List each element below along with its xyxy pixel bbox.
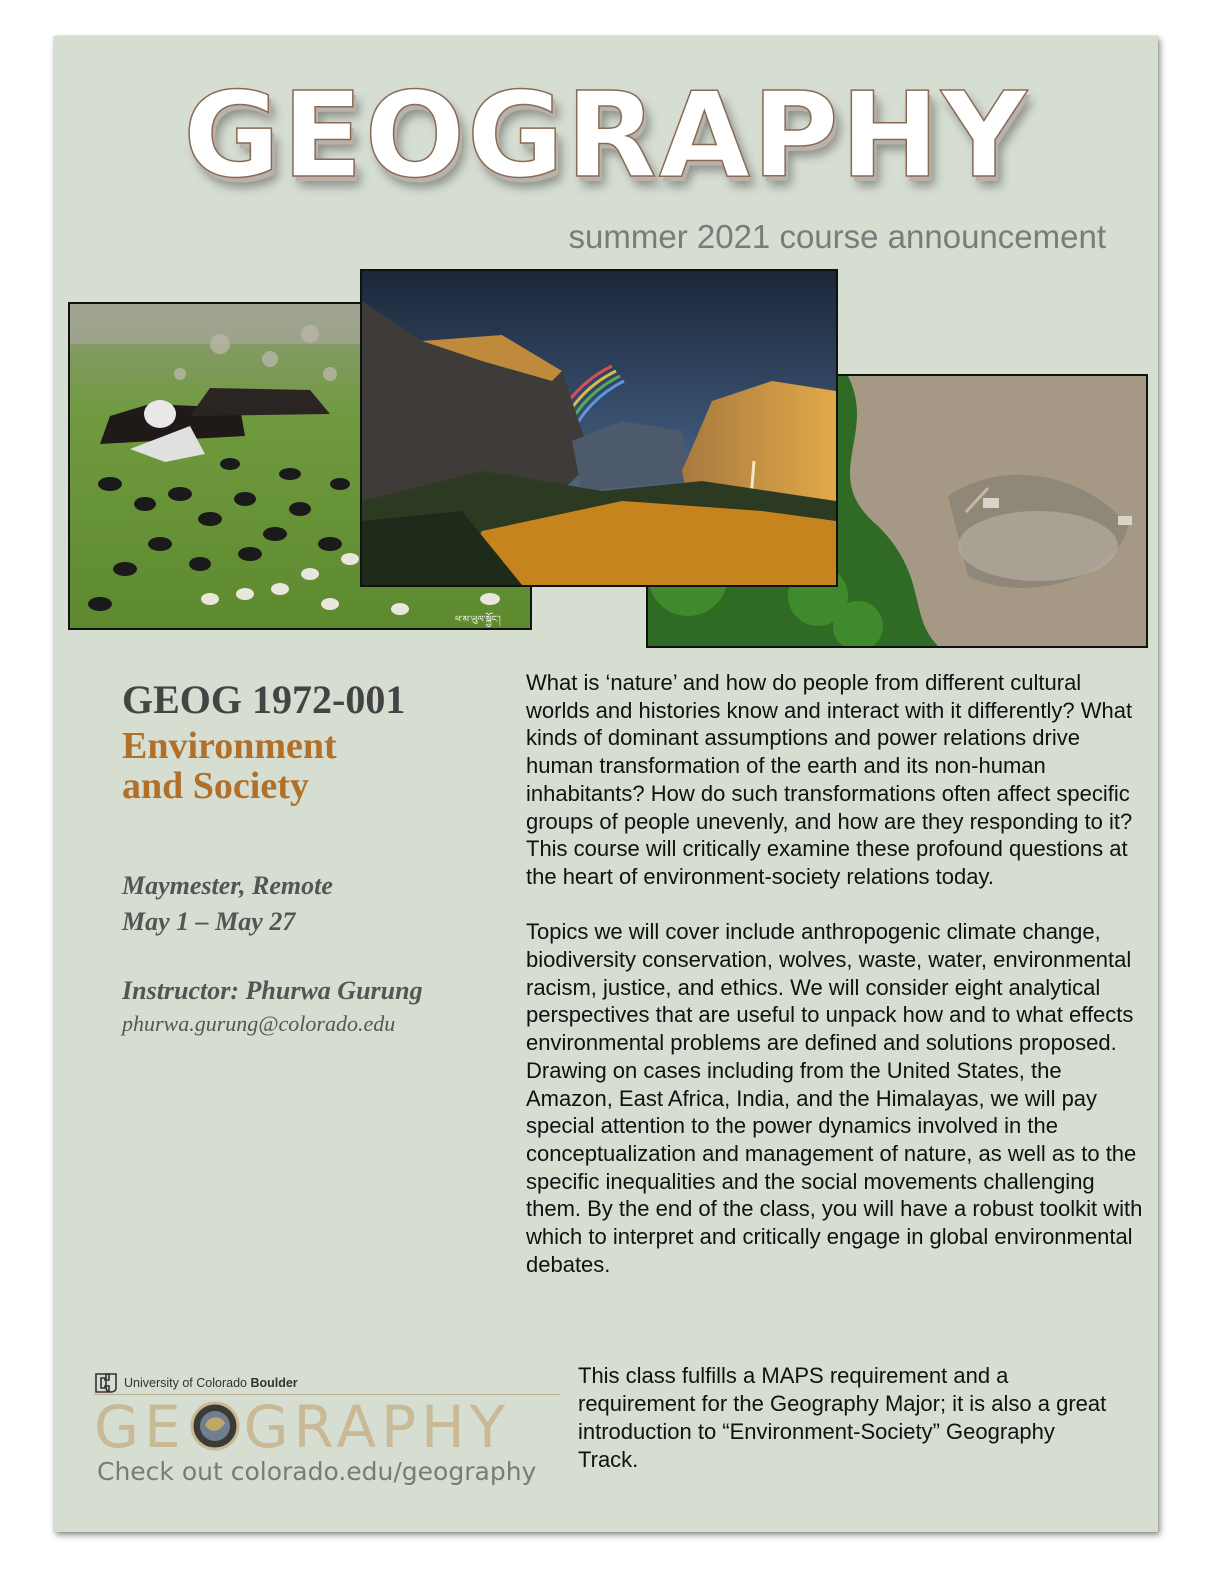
poster-subtitle: summer 2021 course announcement (568, 218, 1106, 255)
globe-icon (190, 1401, 240, 1451)
poster-title: GEOGRAPHY (183, 66, 1029, 204)
requirements-note: This class fulfills a MAPS requirement and a requirement for the Geography Major; it is also a great introduction to “Environment-Society” Geography Track. (578, 1363, 1107, 1472)
course-term (122, 868, 333, 940)
instructor-name: Instructor: Phurwa Gurung (122, 976, 423, 1005)
course-description (526, 669, 1146, 1306)
department-website-link[interactable]: Check out colorado.edu/geography (97, 1457, 537, 1486)
yosemite-valley-rainbow-photo (360, 269, 838, 587)
instructor-email[interactable]: phurwa.gurung@colorado.edu (122, 1011, 396, 1036)
university-name: University of Colorado Boulder (124, 1376, 298, 1390)
course-title-line2: and Society (122, 765, 309, 807)
term-mode: Maymester, Remote (122, 871, 333, 900)
flyer-page (54, 36, 1158, 1532)
description-paragraph-1: What is ‘nature’ and how do people from different cultural worlds and histories know and interact with it differently? What kinds of dominant assumptions and power relations drive human transformation of the earth and its non-human inhabitants? How do such transformations often affect specific groups of people unevenly, and how are they responding to it? This course will critically examine these profound questions at the heart of environment-society relations today. (526, 670, 1133, 889)
course-title-line1: Environment (122, 725, 337, 767)
term-dates: May 1 – May 27 (122, 907, 296, 936)
photo-caption: ཕ་མ་ཡུལ་སྐྱོང་། (455, 615, 501, 625)
course-code: GEOG 1972-001 (122, 677, 406, 722)
course-title (122, 726, 482, 806)
department-logo[interactable] (94, 1372, 564, 1492)
logo-wordmark: GE GRAPHY (94, 1393, 511, 1461)
cu-logo-icon (94, 1372, 118, 1394)
description-paragraph-2: Topics we will cover include anthropogenic climate change, biodiversity conservation, wolves, waste, water, environmental racism, justice, and ethics. We will consider eight analytical perspectives that are useful to unpack how and to what effects environmental problems are defined and solutions proposed. Drawing on cases including from the United States, the Amazon, East Africa, India, and the Himalayas, we will pay special attention to the power dynamics involved in the conceptualization and management of nature, as well as to the specific inequalities and the social movements challenging them. By the end of the class, you will have a robust toolkit with which to interpret and critically engage in global environmental debates. (526, 919, 1143, 1277)
